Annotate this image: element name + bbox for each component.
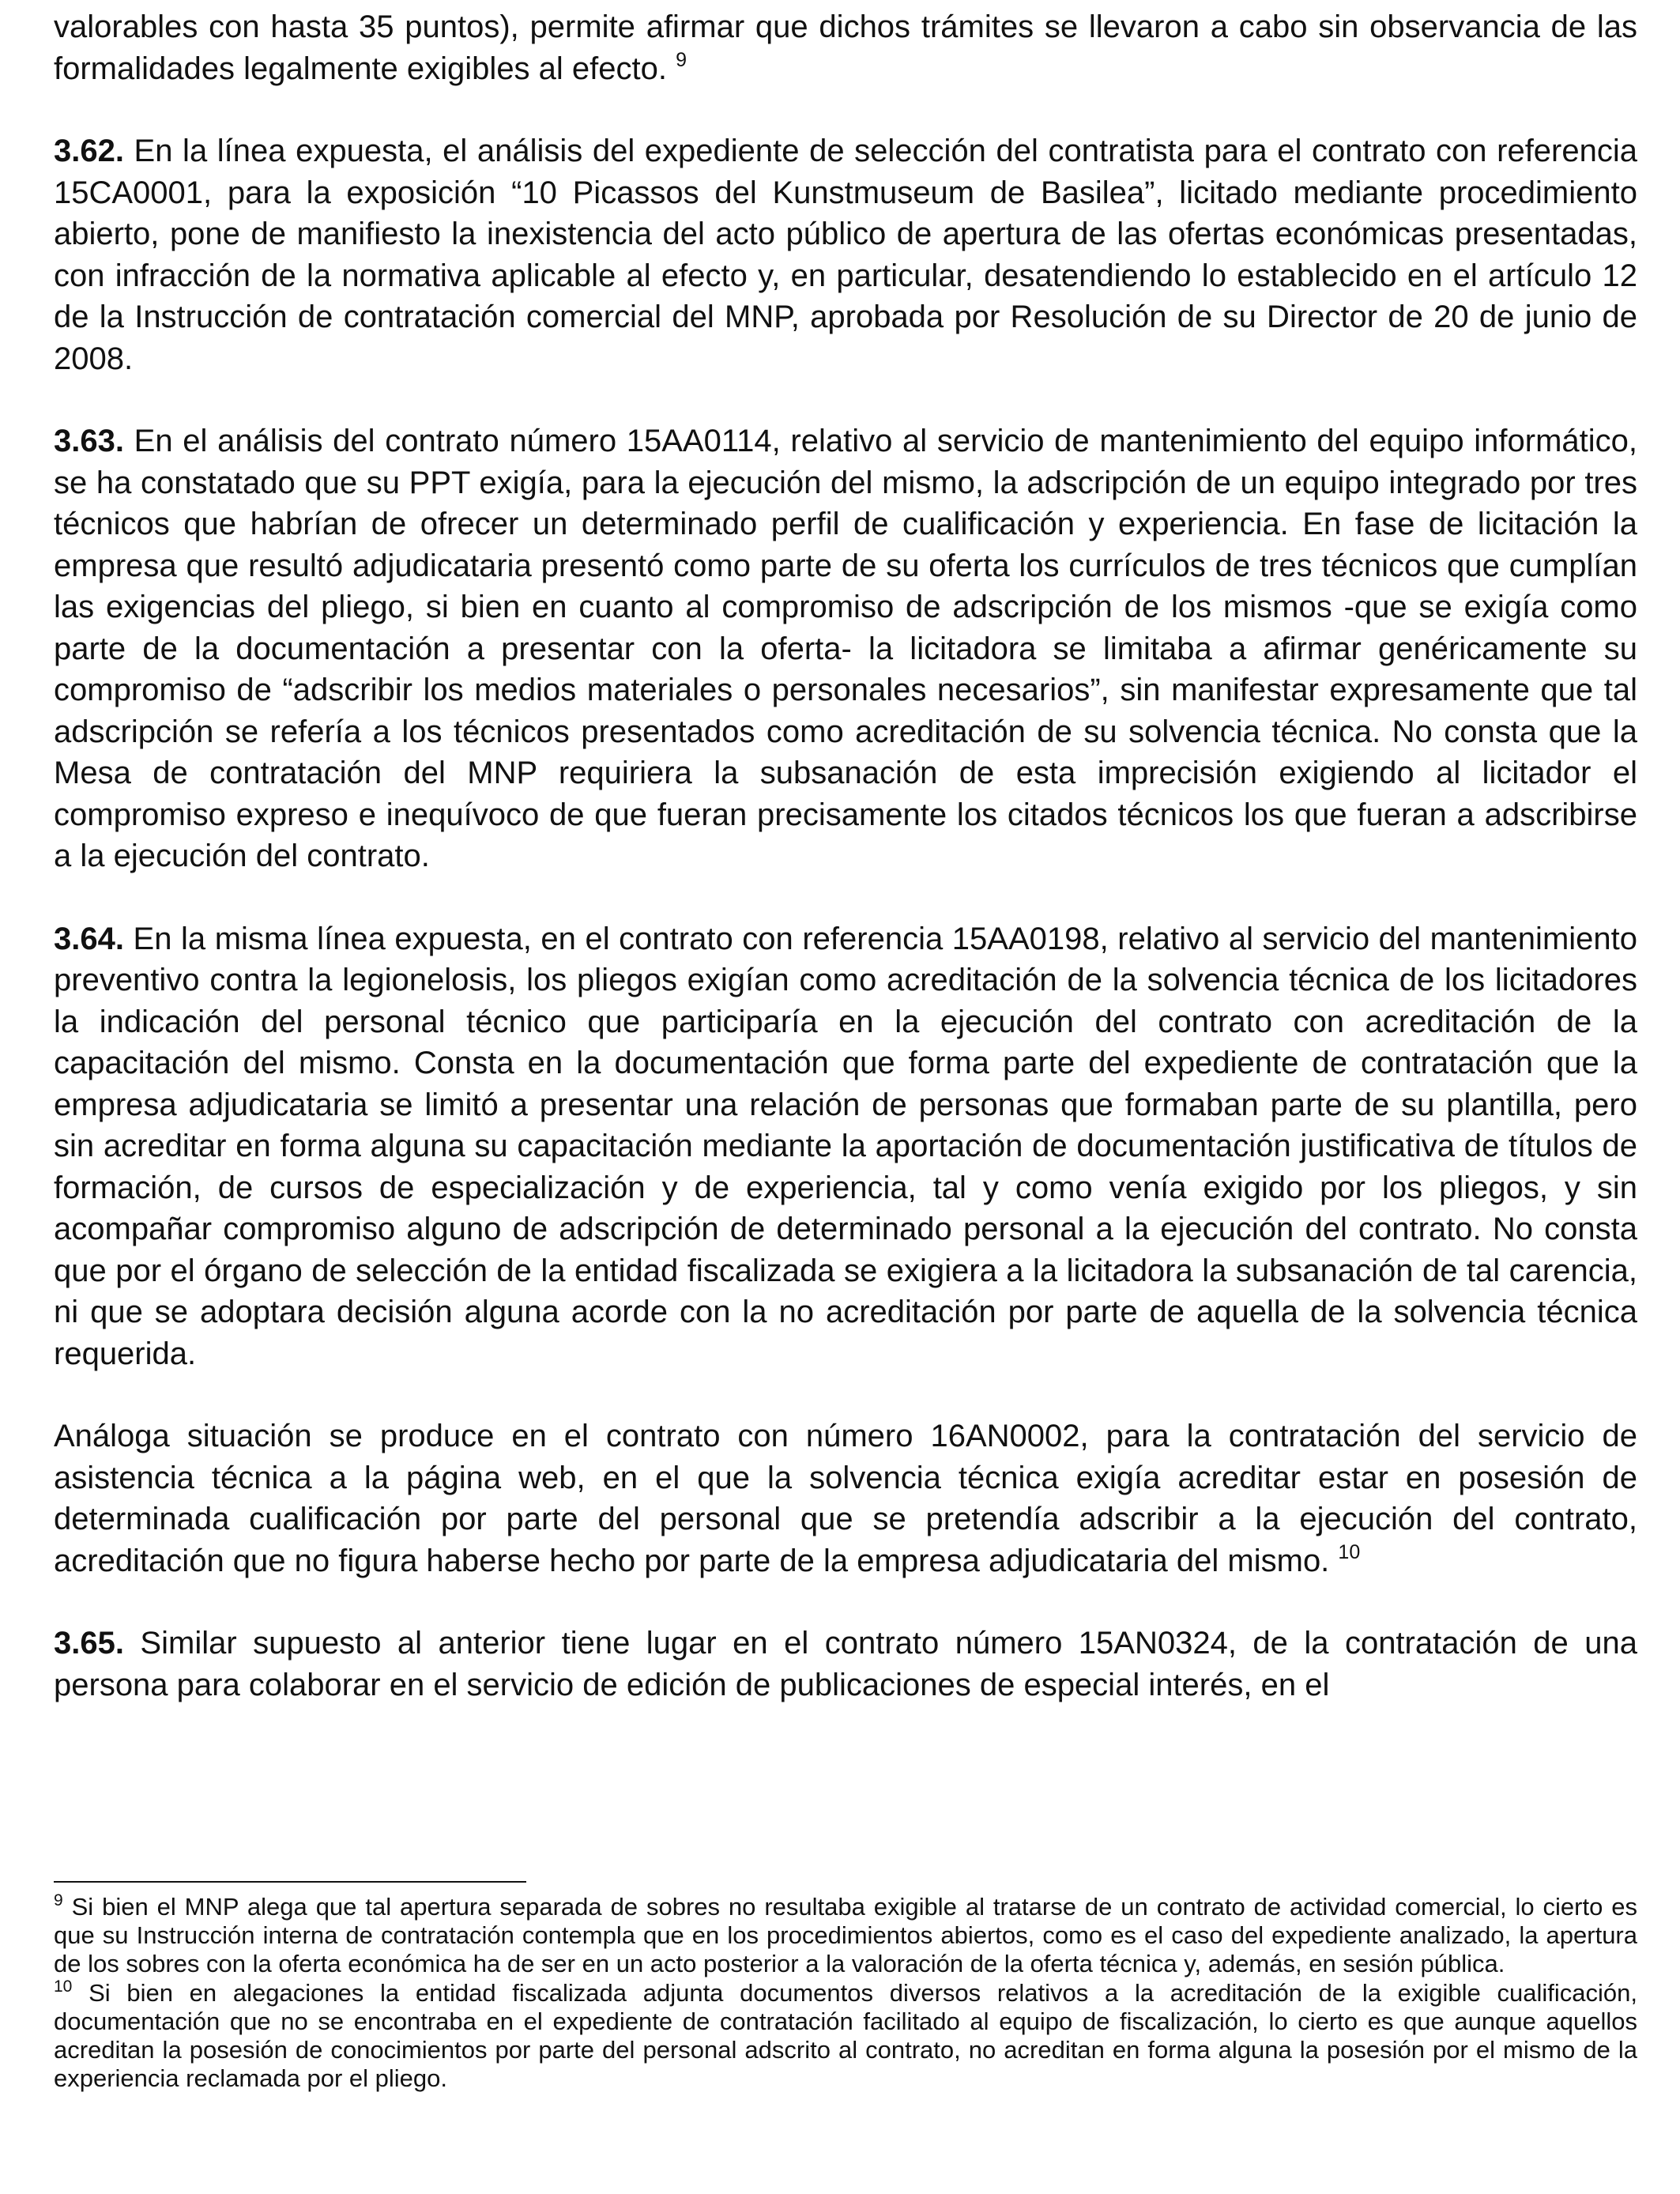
paragraph-number: 3.62. xyxy=(54,134,124,168)
footnote-separator xyxy=(54,1881,526,1883)
footnote-9 xyxy=(54,1893,1637,1979)
paragraph-number: 3.65. xyxy=(54,1626,124,1661)
paragraph-3-65 xyxy=(54,1623,1637,1706)
footnote-text: Si bien en alegaciones la entidad fiscalizada adjunta documentos diversos relativos a la acreditación de la exigible cualificación, documentación que no se encontraba en el expediente de contratación facilitado al equipo de fiscalización, lo cierto es que aunque aquellos acreditan la posesión de conocimientos por parte del personal adscrito al contrato, no acreditan en forma alguna la posesión por el mismo de la experiencia reclamada por el pliego. xyxy=(54,1978,1637,2093)
footnote-reference: 9 xyxy=(676,48,687,71)
footnote-reference: 10 xyxy=(1338,1540,1361,1563)
paragraph-text: En la línea expuesta, el análisis del expediente de selección del contratista para el contrato con referencia 15CA0001, para la exposición “10 Picassos del Kunstmuseum de Basilea”, licitado mediante procedimiento abierto, pone de manifiesto la inexistencia del acto público de apertura de las ofertas económicas presentadas, con infracción de la normativa aplicable al efecto y, en particular, desatendiendo lo establecido en el artículo 12 de la Instrucción de contratación comercial del MNP, aprobada por Resolución de su Director de 20 de junio de 2008. xyxy=(54,134,1637,376)
document-body xyxy=(54,6,1637,1706)
paragraph-3-64 xyxy=(54,918,1637,1375)
paragraph-3-63 xyxy=(54,420,1637,877)
paragraph-3-62 xyxy=(54,130,1637,379)
paragraph-text: En el análisis del contrato número 15AA0114, relativo al servicio de mantenimiento del equipo informático, se ha constatado que su PPT exigía, para la ejecución del mismo, la adscripción de un equipo integrado por tres técnicos que habrían de ofrecer un determinado perfil de cualificación y experiencia. En fase de licitación la empresa que resultó adjudicataria presentó como parte de su oferta los currículos de tres técnicos que cumplían las exigencias del pliego, si bien en cuanto al compromiso de adscripción de los mismos -que se exigía como parte de la documentación a presentar con la oferta- la licitadora se limitaba a afirmar genéricamente su compromiso de “adscribir los medios materiales o personales necesarios”, sin manifestar expresamente que tal adscripción se refería a los técnicos presentados como acreditación de su solvencia técnica. No consta que la Mesa de contratación del MNP requiriera la subsanación de esta imprecisión exigiendo al licitador el compromiso expreso e inequívoco de que fueran precisamente los citados técnicos los que fueran a adscribirse a la ejecución del contrato. xyxy=(54,424,1637,873)
paragraph-continuation xyxy=(54,6,1637,89)
paragraph-text: En la misma línea expuesta, en el contrato con referencia 15AA0198, relativo al servicio del mantenimiento preventivo contra la legionelosis, los pliegos exigían como acreditación de la solvencia técnica de los licitadores la indicación del personal técnico que participaría en la ejecución del contrato con acreditación de la capacitación del mismo. Consta en la documentación que forma parte del expediente de contratación que la empresa adjudicataria se limitó a presentar una relación de personas que formaban parte de su plantilla, pero sin acreditar en forma alguna su capacitación mediante la aportación de documentación justificativa de títulos de formación, de cursos de especialización y de experiencia, tal y como venía exigido por los pliegos, y sin acompañar compromiso alguno de adscripción de determinado personal a la ejecución del contrato. No consta que por el órgano de selección de la entidad fiscalizada se exigiera a la licitadora la subsanación de tal carencia, ni que se adoptara decisión alguna acorde con la no acreditación por parte de aquella de la solvencia técnica requerida. xyxy=(54,921,1637,1371)
paragraph-number: 3.64. xyxy=(54,921,124,956)
paragraph-text: Análoga situación se produce en el contrato con número 16AN0002, para la contratación del servicio de asistencia técnica a la página web, en el que la solvencia técnica exigía acreditar estar en posesión de determinada cualificación por parte del personal que se pretendía adscribir a la ejecución del contrato, acreditación que no figura haberse hecho por parte de la empresa adjudicataria del mismo. xyxy=(54,1419,1637,1578)
footnotes xyxy=(54,1893,1637,2093)
footnote-mark: 9 xyxy=(54,1891,63,1909)
footnote-text: Si bien el MNP alega que tal apertura separada de sobres no resultaba exigible al tratarse de un contrato de actividad comercial, lo cierto es que su Instrucción interna de contratación contempla que en los procedimientos abiertos, como es el caso del expediente analizado, la apertura de los sobres con la oferta económica ha de ser en un acto posterior a la valoración de la oferta técnica y, además, en sesión pública. xyxy=(54,1893,1637,1978)
paragraph-text: valorables con hasta 35 puntos), permite afirmar que dichos trámites se llevaron a cabo sin observancia de las formalidades legalmente exigibles al efecto. xyxy=(54,9,1637,86)
footnote-mark: 10 xyxy=(54,1977,73,1996)
paragraph-analoga xyxy=(54,1416,1637,1581)
paragraph-text: Similar supuesto al anterior tiene lugar en el contrato número 15AN0324, de la contratación de una persona para colaborar en el servicio de edición de publicaciones de especial interés, en el xyxy=(54,1626,1637,1702)
paragraph-number: 3.63. xyxy=(54,424,124,458)
footnote-10 xyxy=(54,1979,1637,2094)
